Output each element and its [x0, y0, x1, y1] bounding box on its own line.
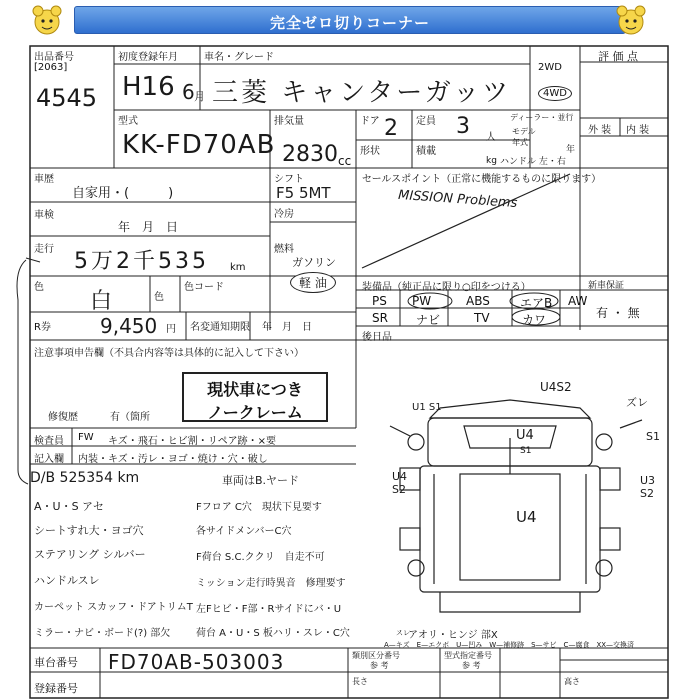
shift-label: シフト	[274, 174, 304, 185]
diag-u1s1: U1 S1	[412, 402, 442, 413]
handle-label: ハンドル 左・右	[500, 157, 566, 167]
reg-month: 6	[182, 80, 195, 104]
km-label: km	[230, 262, 246, 273]
right-note-1: Fフロア C穴 現状下見要す	[196, 502, 322, 513]
repair-label: 修復歴	[48, 412, 78, 423]
equip-abs: ABS	[466, 294, 490, 308]
lot-number: 4545	[36, 84, 98, 112]
left-note-6: ミラー・ナビ・ボード(?) 部欠	[34, 628, 171, 639]
model-label: 型式	[118, 116, 138, 127]
diag-u4s2-left: U4 S2	[392, 470, 408, 496]
equip-sr: SR	[372, 311, 388, 325]
sales-point-label: セールスポイント（正常に機能するものに限ります）	[362, 174, 602, 185]
right-note-3: F荷台 S.C.ククリ 自走不可	[196, 552, 325, 563]
diag-u4-front: U4	[516, 428, 534, 443]
right-note-6: 荷台 A・U・S 板ハリ・スレ・C穴	[196, 628, 350, 639]
height-label: 高さ	[564, 677, 580, 686]
model-class-label: 類別区分番号	[352, 651, 400, 660]
inspector-label: 検査員	[34, 436, 64, 447]
plate-value: FD70AB-503003	[108, 650, 285, 674]
doors-label: ドア	[360, 116, 380, 127]
left-note-4: ハンドルスレ	[34, 574, 100, 587]
left-note-1: A・U・S アセ	[34, 500, 104, 513]
drive-2wd: 2WD	[538, 62, 562, 73]
equip-pw: PW	[412, 294, 432, 308]
color2-label: 色	[154, 292, 164, 303]
cool-label: 冷房	[274, 209, 294, 220]
equip-aw: AW	[568, 294, 588, 308]
fw-items: キズ・飛石・ヒビ割・リペア跡・×要	[108, 436, 276, 447]
mileage-label: 走行	[34, 244, 54, 255]
reg-year: H16	[122, 72, 175, 102]
cap-value: 3	[456, 114, 470, 139]
plate-label: 車台番号	[34, 656, 78, 669]
equip-airbag: エアB	[520, 296, 553, 310]
banner-title: 完全ゼロ切りコーナー	[269, 14, 430, 32]
car-name: 三菱 キャンターガッツ	[212, 78, 512, 108]
shape-label: 形状	[360, 146, 380, 157]
equip-tv: TV	[474, 311, 490, 325]
odometer-note: D/B 525354 km	[30, 470, 140, 486]
length-label: 長さ	[352, 677, 368, 686]
diag-s1-right: S1	[646, 430, 660, 443]
warranty-value: 有 ・ 無	[596, 306, 640, 320]
cap-unit: 人	[486, 132, 496, 143]
reg-label: 初度登録年月	[118, 52, 178, 63]
cap-label: 定員	[416, 116, 436, 127]
load-label: 積載	[416, 146, 436, 157]
mark-items: 内装・キズ・汚レ・ヨゴ・焼け・穴・破し	[78, 454, 268, 465]
notes-label: 注意事項申告欄（不具合内容等は具体的に記入して下さい）	[34, 348, 304, 359]
model-value: KK-FD70AB	[122, 130, 276, 160]
diag-zure: ズレ	[626, 396, 648, 409]
diag-s1-front: S1	[520, 446, 532, 456]
disp-label: 排気量	[274, 116, 304, 127]
mark-label: 記入欄	[34, 454, 64, 465]
fw-label: FW	[78, 432, 94, 443]
equipment-label: 装備品（純正品に限り○印をつける）	[362, 282, 531, 293]
right-note-5: 左Fヒビ・F部・Rサイドにバ・U	[196, 604, 342, 615]
fuel-gas: ガソリン	[292, 256, 336, 269]
color-code-label: 色コード	[184, 282, 224, 293]
inspect-value: 年 月 日	[118, 220, 179, 234]
fuel-label: 燃料	[274, 244, 294, 255]
diag-top-label: U4S2	[540, 380, 572, 394]
diag-u3s2-right: U3 S2	[640, 474, 656, 500]
rear-seat-label: 後日品	[362, 332, 392, 343]
name-label: 車名・グレード	[204, 52, 274, 63]
shift-value: F5 5MT	[276, 184, 331, 202]
color-value: 白	[90, 289, 113, 314]
doors-value: 2	[384, 116, 398, 141]
diagram-legend: A—キズ E—エクボ U—凹み W—補修跡 S—サビ C—腐食 XX—交換済	[384, 641, 635, 649]
model-year-label: モデル 年式	[512, 127, 536, 147]
yen-label: 円	[166, 324, 176, 335]
left-note-2: シートすれ大・ヨゴ穴	[34, 524, 144, 537]
disp-unit: cc	[338, 154, 352, 168]
use-value: 自家用・( )	[72, 186, 174, 201]
color-label: 色	[34, 282, 44, 293]
repair-value: 有（箇所	[110, 412, 150, 423]
type-spec-sub: 参 考	[462, 661, 481, 670]
equip-ps: PS	[372, 294, 387, 308]
inspect-label: 車検	[34, 210, 54, 221]
equip-kawa: カワ	[522, 313, 547, 327]
interior-label: 内 装	[626, 125, 650, 136]
disp-value: 2830	[282, 142, 338, 167]
eval-label: 評 価 点	[598, 50, 638, 63]
dealer-label: ディーラー・並行	[510, 113, 574, 122]
stamp-line-2: ノークレーム	[207, 403, 303, 422]
right-note-2: 各サイドメンバーC穴	[196, 526, 292, 537]
sales-point-text: MISSION Problems	[397, 187, 518, 212]
diag-u4-center: U4	[516, 508, 537, 526]
fuel-diesel: 軽 油	[290, 272, 336, 293]
diag-bottom-note: アオリ・ヒンジ 部X	[408, 630, 498, 641]
mileage-value: 5万2千535	[74, 249, 209, 274]
use-label: 車歴	[34, 174, 54, 185]
reg-month-unit: 月	[194, 90, 205, 103]
top-note: 車両はB.ヤード	[222, 474, 300, 487]
legend-top: スレ	[396, 629, 410, 637]
name-change-label: 名変通知期限	[190, 322, 250, 333]
model-class-sub: 参 考	[370, 661, 389, 670]
new-car-label: 新車保証	[588, 281, 625, 291]
right-note-4: ミッション走行時異音 修理要す	[196, 578, 346, 589]
left-note-5: カーペット スカッフ・ドアトリムT	[34, 602, 193, 613]
lot-small: [2063]	[34, 62, 68, 73]
kg-label: kg	[486, 156, 497, 166]
year-label: 年	[566, 145, 576, 155]
recycle-label: R券	[34, 322, 51, 333]
drive-4wd: 4WD	[538, 86, 572, 101]
recycle-value: 9,450	[100, 314, 158, 338]
left-note-3: ステアリング シルバー	[34, 548, 146, 561]
equip-navi: ナビ	[416, 313, 441, 327]
exterior-label: 外 装	[588, 125, 612, 136]
lot-label: 出品番号	[34, 52, 74, 63]
reg-number-label: 登録番号	[34, 682, 78, 695]
name-change-value: 年 月 日	[262, 322, 312, 333]
stamp-line-1: 現状車につき	[207, 380, 303, 399]
type-spec-label: 型式指定番号	[444, 651, 492, 660]
